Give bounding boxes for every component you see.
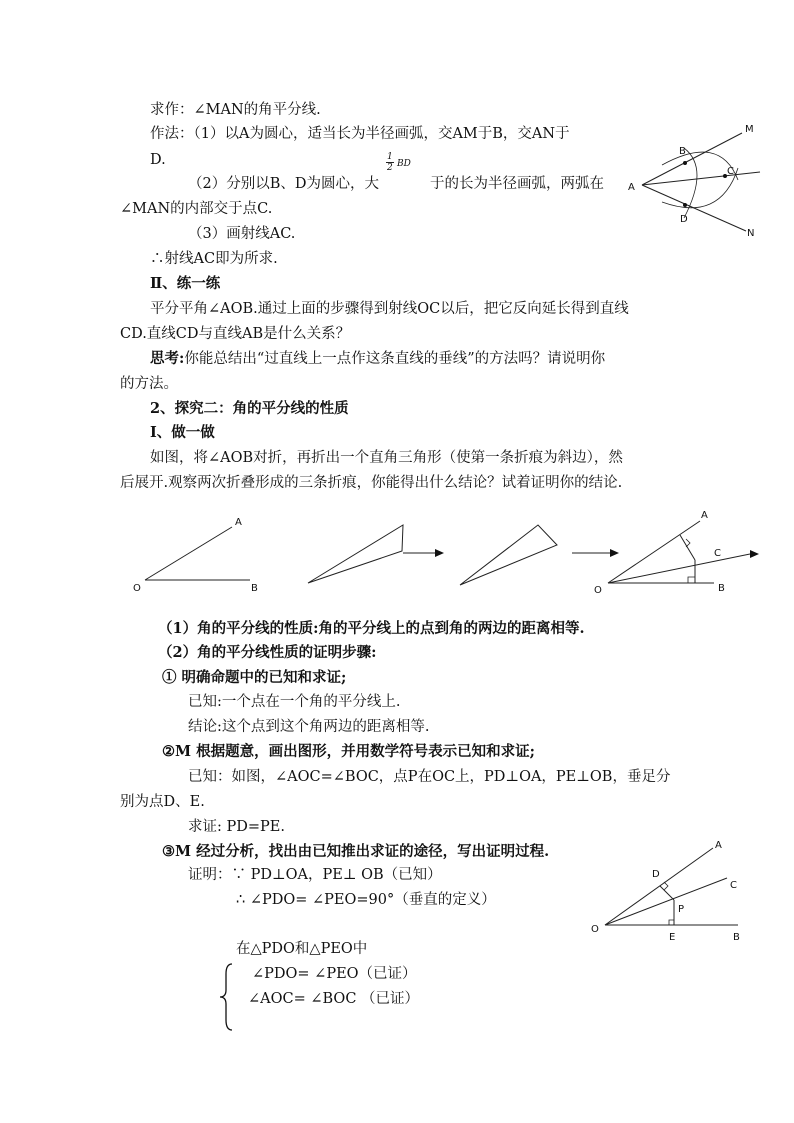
- fold3-arrowhead: [610, 549, 619, 557]
- proof-line-2: ∴ ∠PDO= ∠PEO=90°（垂直的定义）: [236, 892, 496, 908]
- explore2-line-1: 如图，将∠AOB对折，再折出一个直角三角形（使第一条折痕为斜边），然: [150, 450, 623, 466]
- fraction-variable: BD: [397, 159, 411, 169]
- fold4-right-angle: [688, 577, 695, 583]
- construction-line-4a: （2）分别以B、D为圆心，大: [188, 176, 380, 192]
- label-c: C: [727, 166, 734, 177]
- practice-line-1: 平分平角∠AOB.通过上面的步骤得到射线OC以后，把它反向延长得到直线: [150, 301, 629, 317]
- left-brace-icon: [218, 962, 234, 1032]
- proof-label-o: O: [591, 924, 599, 935]
- label-n: N: [747, 228, 755, 239]
- proof-line-5: ∠AOC= ∠BOC （已证）: [248, 991, 420, 1007]
- fold1-label-a: A: [235, 517, 242, 528]
- fold1-ray-oa: [145, 527, 232, 580]
- property-line-2: （2）角的平分线性质的证明步骤:: [158, 644, 377, 661]
- proof-line-3: 在△PDO和△PEO中: [236, 941, 368, 957]
- fold1-label-b: B: [251, 583, 258, 594]
- practice-line-2: CD.直线CD与直线AB是什么关系？: [120, 326, 351, 342]
- proof-label-c: C: [730, 880, 737, 891]
- fold4-label-c: C: [714, 548, 721, 559]
- fold4-label-o: O: [594, 585, 602, 596]
- figure-bisector-construction: [620, 118, 770, 243]
- proof-ray-oc: [605, 878, 727, 925]
- construction-line-1: 求作：∠MAN的角平分线.: [150, 102, 321, 118]
- construction-line-3: D.: [150, 152, 166, 168]
- fold4-crease-1: [680, 535, 695, 560]
- think-text: 你能总结出“过直线上一点作这条直线的垂线”的方法吗？请说明你: [184, 351, 606, 367]
- think-label: 思考:: [150, 350, 185, 367]
- segment-pd: [660, 886, 674, 900]
- property-line-1: （1）角的平分线的性质:角的平分线上的点到角的两边的距离相等.: [158, 620, 585, 637]
- step1-given: 已知:一个点在一个角的平分线上.: [188, 694, 401, 710]
- fold4-label-b: B: [718, 583, 725, 594]
- proof-label-p: P: [678, 904, 685, 915]
- fraction-half-bd: [386, 152, 394, 173]
- label-d: D: [680, 214, 688, 225]
- construction-line-4b: 于的长为半径画弧，两弧在: [430, 176, 604, 192]
- construction-line-6: （3）画射线AC.: [188, 226, 296, 242]
- construction-line-7: ∴射线AC即为所求.: [150, 251, 278, 267]
- label-b: B: [679, 146, 686, 157]
- step1-heading: ① 明确命题中的已知和求证;: [162, 669, 347, 686]
- step3-heading: ③M 经过分析，找出由已知推出求证的途径，写出证明过程.: [162, 843, 550, 860]
- step2-given-2: 别为点D、E.: [120, 794, 205, 810]
- step2-given-1: 已知：如图，∠AOC=∠BOC，点P在OC上，PD⊥OA，PE⊥OB，垂足分: [188, 769, 671, 785]
- proof-line-1: 证明：∵ PD⊥OA，PE⊥ OB（已知）: [188, 867, 442, 883]
- figure-proof-diagram: [585, 830, 760, 945]
- right-angle-d: [664, 882, 668, 890]
- fold3-shape: [460, 525, 557, 585]
- fold1-label-o: O: [133, 583, 141, 594]
- ray-ac: [642, 172, 760, 185]
- ray-am: [642, 133, 742, 185]
- proof-label-e: E: [669, 932, 676, 943]
- right-angle-e: [669, 920, 674, 925]
- proof-ray-oa: [605, 848, 713, 925]
- step1-conclusion: 结论:这个点到这个角两边的距离相等.: [188, 719, 430, 735]
- fraction-numerator: 1: [387, 152, 393, 162]
- proof-label-a: A: [715, 840, 722, 851]
- proof-line-4: ∠PDO= ∠PEO（已证）: [252, 966, 417, 982]
- proof-label-d: D: [652, 869, 660, 880]
- figure-folding-sequence: [120, 505, 770, 605]
- explore2-line-2: 后展开.观察两次折叠形成的三条折痕，你能得出什么结论？试着证明你的结论.: [120, 475, 623, 491]
- point-b: [683, 161, 687, 165]
- label-m: M: [745, 124, 754, 135]
- explore2-heading: 2、探究二：角的平分线的性质: [150, 400, 349, 417]
- fold4-label-a: A: [701, 510, 708, 521]
- label-a: A: [628, 182, 635, 193]
- fold2-arrowhead: [435, 549, 444, 557]
- explore2-subheading: Ⅰ、做一做: [150, 424, 215, 441]
- construction-line-2: 作法：（1）以A为圆心，适当长为半径画弧，交AM于B，交AN于: [150, 126, 570, 142]
- fold2-shape: [308, 525, 403, 583]
- think-line-1: [150, 350, 605, 368]
- practice-heading: Ⅱ、练一练: [150, 275, 221, 292]
- point-d: [683, 203, 687, 207]
- proof-label-b: B: [733, 932, 740, 943]
- step2-prove: 求证: PD=PE.: [188, 819, 285, 835]
- construction-line-5: ∠MAN的内部交于点C.: [120, 201, 273, 217]
- step2-heading: ②M 根据题意，画出图形，并用数学符号表示已知和求证;: [162, 743, 535, 760]
- fold4-arrowhead: [750, 550, 759, 558]
- fraction-denominator: 2: [387, 163, 393, 173]
- think-line-2: 的方法。: [120, 376, 178, 392]
